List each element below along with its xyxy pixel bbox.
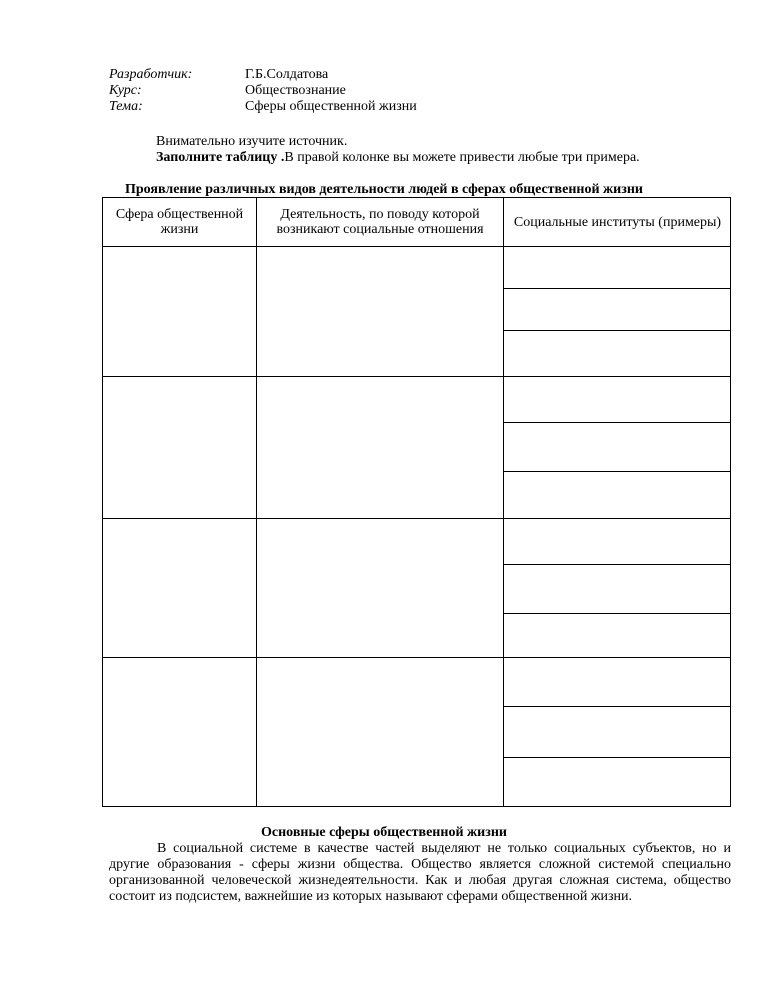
- subrow-divider: [503, 288, 730, 289]
- meta-label: Разработчик:: [109, 67, 193, 82]
- column-divider: [256, 198, 257, 806]
- worksheet-table: [102, 197, 731, 807]
- header-institutions: Социальные институты (примеры): [513, 214, 722, 230]
- instruction-rest: В правой колонке вы можете привести любые три примера.: [284, 150, 640, 165]
- subrow-divider: [503, 471, 730, 472]
- instruction-line-1: Внимательно изучите источник.: [156, 134, 348, 149]
- section-title: Основные сферы общественной жизни: [261, 825, 507, 840]
- column-divider: [503, 198, 504, 806]
- subrow-divider: [503, 330, 730, 331]
- meta-value: Обществознание: [245, 83, 346, 98]
- meta-value: Сферы общественной жизни: [245, 99, 417, 114]
- header-sphere: Сфера общественной жизни: [115, 207, 244, 237]
- subrow-divider: [503, 564, 730, 565]
- instruction-bold: Заполните таблицу .: [156, 150, 285, 165]
- row-divider: [103, 376, 730, 377]
- subrow-divider: [503, 757, 730, 758]
- meta-row-topic: [109, 99, 417, 115]
- table-title: Проявление различных видов деятельности людей в сферах общественной жизни: [125, 182, 643, 197]
- meta-row-developer: [109, 67, 417, 83]
- row-divider: [103, 518, 730, 519]
- meta-value: Г.Б.Солдатова: [245, 67, 329, 82]
- subrow-divider: [503, 613, 730, 614]
- meta-label: Тема:: [109, 99, 143, 114]
- instructions: [156, 134, 640, 166]
- section-paragraph: В социальной системе в качестве частей выделяют не только социальных субъектов, но и другие образования - сферы жизни общества. Общество является сложной системой специально организованной человеческой жизнедеятельности. Как и любая другая сложная система, общество состоит из подсистем, важнейшие из которых называют сферами общественной жизни.: [109, 841, 731, 904]
- meta-label: Курс:: [109, 83, 142, 98]
- document-meta: [109, 67, 417, 115]
- header-activity: Деятельность, по поводу которой возникают социальные отношения: [276, 207, 484, 237]
- meta-row-course: [109, 83, 417, 99]
- row-divider: [103, 657, 730, 658]
- subrow-divider: [503, 422, 730, 423]
- header-divider: [103, 246, 730, 247]
- instruction-line-2: [156, 150, 640, 166]
- subrow-divider: [503, 706, 730, 707]
